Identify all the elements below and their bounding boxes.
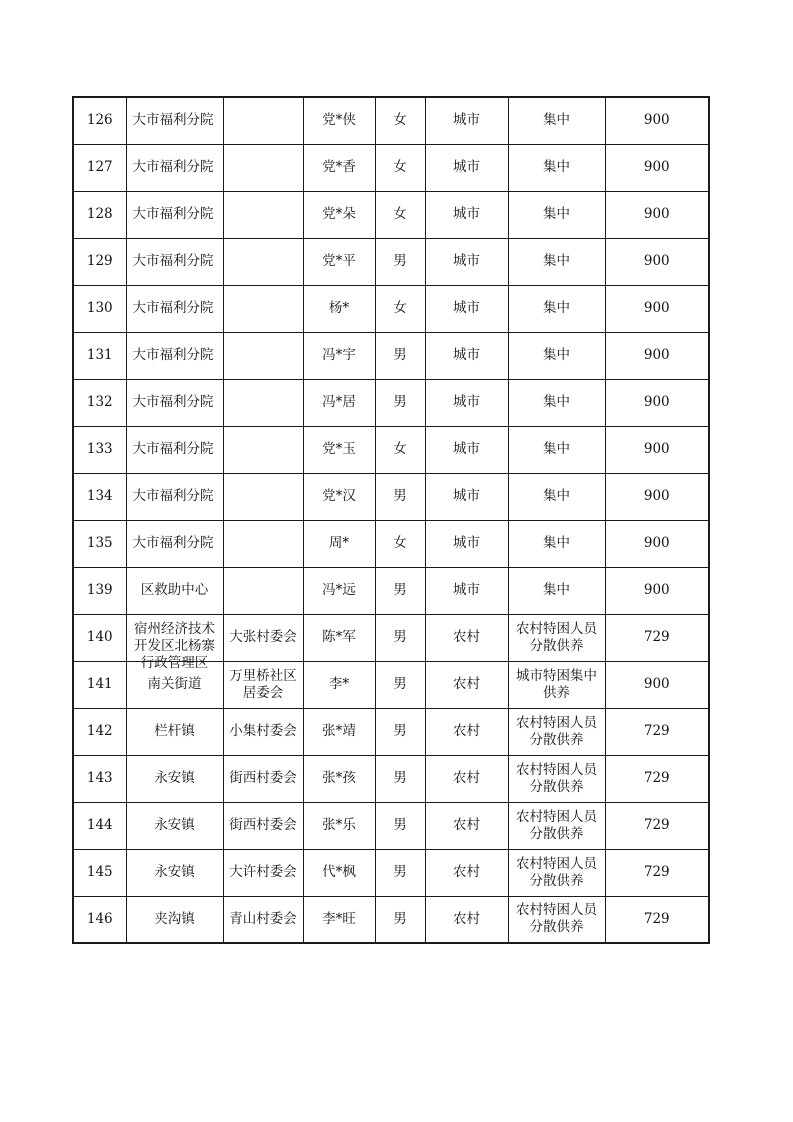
cell-amount [605,379,709,426]
cell-support-type-text: 农村特困人员分散供养 [516,620,597,654]
cell-serial-number [73,426,126,473]
cell-gender [375,755,425,802]
cell-serial-number [73,849,126,896]
cell-village [223,614,303,661]
cell-village [223,567,303,614]
cell-gender-text: 男 [393,629,407,645]
cell-support-type-text: 集中 [543,300,570,316]
cell-support-type [508,520,605,567]
table-row [73,802,709,849]
cell-gender-text: 男 [393,488,407,504]
table-row [73,379,709,426]
cell-recipient-name-text: 党*朵 [322,206,356,222]
cell-serial-number [73,755,126,802]
cell-area-type [425,896,508,943]
cell-village-text: 小集村委会 [229,723,297,739]
cell-amount-text: 729 [643,770,670,786]
cell-amount [605,708,709,755]
cell-amount [605,520,709,567]
cell-amount-text: 729 [643,629,670,645]
cell-unit [126,755,223,802]
cell-serial-number-text: 133 [86,441,113,457]
cell-serial-number-text: 131 [86,347,113,363]
cell-village [223,661,303,708]
cell-unit [126,802,223,849]
cell-amount [605,614,709,661]
cell-support-type-text: 农村特困人员分散供养 [516,902,597,936]
cell-recipient-name-text: 张*孩 [322,770,356,786]
cell-amount [605,849,709,896]
cell-recipient-name-text: 李*旺 [322,910,356,927]
cell-area-type [425,144,508,191]
table-row [73,97,709,144]
cell-recipient-name-text: 冯*远 [322,582,356,598]
table-row [73,755,709,802]
cell-gender-text: 女 [393,441,407,457]
cell-unit [126,379,223,426]
cell-area-type-text: 农村 [453,770,480,786]
cell-unit-text: 宿州经济技术开发区北杨寨行政管理区 [134,620,215,671]
cell-unit-text: 栏杆镇 [154,723,195,739]
cell-amount [605,97,709,144]
cell-gender [375,849,425,896]
cell-serial-number-text: 130 [86,300,113,316]
cell-area-type [425,97,508,144]
cell-serial-number [73,520,126,567]
cell-gender [375,520,425,567]
cell-unit [126,473,223,520]
cell-gender-text: 男 [393,582,407,598]
cell-gender [375,379,425,426]
cell-unit-text: 大市福利分院 [132,394,214,410]
cell-village-text: 大许村委会 [229,864,297,880]
cell-serial-number [73,332,126,379]
cell-gender-text: 男 [393,864,407,880]
cell-recipient-name [303,755,375,802]
cell-amount-text: 900 [643,253,670,269]
cell-unit [126,426,223,473]
cell-support-type-text: 集中 [543,159,570,175]
cell-amount [605,285,709,332]
cell-serial-number [73,614,126,661]
cell-village [223,755,303,802]
cell-serial-number-text: 142 [86,723,113,739]
cell-area-type-text: 城市 [453,253,480,269]
cell-area-type-text: 城市 [453,394,480,410]
cell-support-type [508,896,605,943]
cell-village [223,802,303,849]
cell-amount-text: 900 [643,206,670,222]
cell-area-type-text: 城市 [453,206,480,222]
cell-serial-number [73,238,126,285]
cell-serial-number-text: 128 [86,206,113,222]
cell-unit-text: 大市福利分院 [132,488,214,504]
cell-area-type-text: 农村 [453,676,480,692]
cell-recipient-name [303,144,375,191]
cell-serial-number-text: 140 [86,629,113,645]
cell-village [223,332,303,379]
cell-gender [375,426,425,473]
cell-recipient-name-text: 陈*军 [322,629,356,645]
cell-unit-text: 大市福利分院 [132,253,214,269]
cell-serial-number-text: 132 [86,394,113,410]
cell-village [223,520,303,567]
cell-amount [605,332,709,379]
cell-village [223,379,303,426]
cell-recipient-name-text: 张*靖 [322,723,356,739]
cell-serial-number-text: 139 [86,582,113,598]
cell-support-type-text: 集中 [543,582,570,598]
cell-amount [605,144,709,191]
cell-gender [375,567,425,614]
cell-unit [126,144,223,191]
cell-recipient-name-text: 李* [328,676,350,692]
table-row [73,332,709,379]
cell-gender [375,661,425,708]
cell-area-type-text: 农村 [453,817,480,833]
cell-support-type [508,191,605,238]
cell-amount [605,755,709,802]
cell-support-type [508,332,605,379]
cell-support-type-text: 农村特困人员分散供养 [516,761,597,795]
cell-support-type [508,614,605,661]
cell-area-type-text: 城市 [453,441,480,457]
cell-recipient-name-text: 党*香 [322,159,356,175]
cell-support-type-text: 城市特困集中供养 [516,667,597,701]
cell-support-type [508,567,605,614]
cell-recipient-name-text: 冯*宇 [322,347,356,363]
cell-village-text: 街西村委会 [229,770,297,786]
cell-serial-number [73,285,126,332]
relief-recipient-table [72,96,710,944]
cell-recipient-name-text: 张*乐 [322,817,356,833]
cell-support-type [508,97,605,144]
cell-serial-number-text: 146 [86,910,113,927]
cell-serial-number [73,802,126,849]
cell-recipient-name [303,520,375,567]
cell-unit-text: 大市福利分院 [132,112,214,129]
cell-amount-text: 900 [643,300,670,316]
table-row [73,191,709,238]
cell-unit [126,567,223,614]
cell-recipient-name [303,567,375,614]
cell-village [223,473,303,520]
cell-area-type [425,614,508,661]
table-row [73,849,709,896]
cell-recipient-name-text: 冯*居 [322,394,356,410]
cell-village [223,144,303,191]
cell-village [223,285,303,332]
cell-amount [605,191,709,238]
cell-unit [126,238,223,285]
cell-gender [375,144,425,191]
cell-gender [375,802,425,849]
cell-area-type [425,849,508,896]
cell-recipient-name-text: 党*玉 [322,441,356,457]
cell-village [223,426,303,473]
cell-village [223,849,303,896]
cell-serial-number-text: 129 [86,253,113,269]
cell-amount-text: 900 [643,535,670,551]
cell-gender [375,97,425,144]
cell-serial-number-text: 144 [86,817,113,833]
cell-area-type [425,520,508,567]
cell-area-type [425,661,508,708]
cell-amount-text: 900 [643,582,670,598]
cell-gender [375,285,425,332]
cell-gender [375,332,425,379]
cell-amount [605,473,709,520]
cell-recipient-name [303,285,375,332]
cell-gender [375,238,425,285]
cell-support-type-text: 集中 [543,394,570,410]
cell-amount-text: 900 [643,394,670,410]
cell-area-type-text: 城市 [453,159,480,175]
cell-recipient-name [303,896,375,943]
cell-amount [605,661,709,708]
cell-serial-number [73,191,126,238]
cell-serial-number-text: 127 [86,159,113,175]
cell-support-type-text: 农村特困人员分散供养 [516,855,597,889]
cell-gender-text: 女 [393,535,407,551]
cell-support-type-text: 集中 [543,488,570,504]
cell-unit-text: 南关街道 [147,676,202,692]
cell-gender-text: 男 [393,910,407,927]
table-row [73,520,709,567]
cell-area-type-text: 城市 [453,488,480,504]
cell-serial-number-text: 141 [86,676,113,692]
cell-area-type-text: 农村 [453,723,480,739]
cell-gender-text: 女 [393,206,407,222]
cell-support-type [508,426,605,473]
cell-gender [375,708,425,755]
cell-support-type [508,708,605,755]
cell-serial-number-text: 134 [86,488,113,504]
cell-area-type [425,332,508,379]
table-body [73,97,709,943]
cell-amount-text: 900 [643,112,670,129]
cell-unit-text: 夹沟镇 [154,910,195,927]
cell-gender-text: 女 [393,300,407,316]
cell-support-type [508,473,605,520]
cell-recipient-name [303,97,375,144]
cell-area-type [425,285,508,332]
cell-unit [126,332,223,379]
cell-gender-text: 男 [393,770,407,786]
cell-unit [126,849,223,896]
cell-unit [126,520,223,567]
cell-area-type-text: 城市 [453,112,480,129]
cell-support-type [508,238,605,285]
cell-amount [605,896,709,943]
cell-unit [126,285,223,332]
cell-recipient-name [303,473,375,520]
cell-unit-text: 大市福利分院 [132,300,214,316]
cell-unit-text: 大市福利分院 [132,535,214,551]
cell-support-type-text: 农村特困人员分散供养 [516,714,597,748]
cell-unit-text: 大市福利分院 [132,441,214,457]
cell-unit-text: 大市福利分院 [132,347,214,363]
cell-amount-text: 729 [643,817,670,833]
cell-support-type-text: 集中 [543,112,570,129]
cell-village [223,97,303,144]
cell-unit-text: 大市福利分院 [132,206,214,222]
cell-serial-number [73,661,126,708]
cell-area-type [425,708,508,755]
cell-unit-text: 区救助中心 [140,582,209,598]
cell-village [223,191,303,238]
table-row [73,473,709,520]
cell-gender-text: 男 [393,723,407,739]
cell-recipient-name [303,332,375,379]
cell-support-type-text: 集中 [543,441,570,457]
table-row [73,238,709,285]
cell-area-type-text: 城市 [453,535,480,551]
cell-area-type [425,567,508,614]
cell-gender-text: 男 [393,394,407,410]
cell-serial-number [73,144,126,191]
cell-amount [605,567,709,614]
cell-area-type [425,755,508,802]
cell-serial-number-text: 135 [86,535,113,551]
cell-serial-number [73,473,126,520]
cell-amount [605,426,709,473]
cell-gender [375,896,425,943]
cell-recipient-name [303,802,375,849]
cell-unit-text: 永安镇 [154,770,195,786]
cell-amount-text: 900 [643,488,670,504]
cell-recipient-name-text: 党*侠 [322,112,356,129]
cell-support-type-text: 农村特困人员分散供养 [516,808,597,842]
table-row [73,426,709,473]
cell-area-type-text: 农村 [453,629,480,645]
table-row [73,896,709,943]
cell-gender [375,473,425,520]
cell-gender-text: 女 [393,159,407,175]
cell-recipient-name [303,614,375,661]
cell-recipient-name [303,708,375,755]
cell-unit-text: 大市福利分院 [132,159,214,175]
cell-recipient-name [303,191,375,238]
cell-gender [375,191,425,238]
cell-support-type-text: 集中 [543,535,570,551]
cell-gender [375,614,425,661]
cell-recipient-name-text: 代*枫 [322,864,356,880]
cell-recipient-name [303,238,375,285]
cell-recipient-name [303,661,375,708]
cell-area-type [425,191,508,238]
cell-village [223,896,303,943]
cell-unit-text: 永安镇 [154,864,195,880]
cell-gender-text: 女 [393,112,407,129]
cell-amount [605,238,709,285]
cell-recipient-name-text: 杨* [328,300,350,316]
cell-serial-number-text: 145 [86,864,113,880]
cell-support-type [508,755,605,802]
cell-support-type-text: 集中 [543,253,570,269]
cell-serial-number [73,97,126,144]
cell-support-type-text: 集中 [543,347,570,363]
cell-area-type-text: 农村 [453,864,480,880]
cell-village-text: 街西村委会 [229,817,297,833]
cell-area-type [425,802,508,849]
cell-serial-number [73,896,126,943]
cell-recipient-name [303,379,375,426]
cell-amount-text: 900 [643,676,670,692]
cell-serial-number [73,379,126,426]
table-row [73,614,709,661]
cell-support-type [508,379,605,426]
cell-recipient-name-text: 党*汉 [322,488,356,504]
table-row [73,144,709,191]
cell-village-text: 青山村委会 [229,910,297,927]
table-row [73,285,709,332]
cell-area-type-text: 农村 [453,910,480,927]
cell-amount-text: 729 [643,864,670,880]
cell-unit [126,708,223,755]
cell-village-text: 大张村委会 [229,629,297,645]
cell-serial-number [73,567,126,614]
cell-gender-text: 男 [393,817,407,833]
cell-amount-text: 900 [643,347,670,363]
cell-unit-text: 永安镇 [154,817,195,833]
cell-serial-number [73,708,126,755]
cell-unit [126,191,223,238]
cell-area-type [425,473,508,520]
table-row [73,567,709,614]
cell-amount-text: 900 [643,441,670,457]
cell-area-type [425,379,508,426]
cell-recipient-name-text: 党*平 [322,253,356,269]
cell-recipient-name [303,426,375,473]
cell-serial-number-text: 143 [86,770,113,786]
cell-support-type [508,849,605,896]
cell-support-type-text: 集中 [543,206,570,222]
cell-amount-text: 729 [643,910,670,927]
cell-area-type-text: 城市 [453,300,480,316]
cell-serial-number-text: 126 [86,112,113,129]
cell-village [223,238,303,285]
cell-area-type-text: 城市 [453,347,480,363]
cell-area-type [425,238,508,285]
cell-amount [605,802,709,849]
cell-village [223,708,303,755]
cell-support-type [508,285,605,332]
cell-amount-text: 900 [643,159,670,175]
cell-recipient-name [303,849,375,896]
cell-village-text: 万里桥社区居委会 [229,667,297,701]
cell-unit [126,97,223,144]
cell-support-type [508,661,605,708]
cell-amount-text: 729 [643,723,670,739]
cell-area-type-text: 城市 [453,582,480,598]
cell-gender-text: 男 [393,347,407,363]
cell-gender-text: 男 [393,253,407,269]
cell-area-type [425,426,508,473]
cell-recipient-name-text: 周* [328,535,350,551]
cell-unit [126,896,223,943]
cell-unit [126,614,223,671]
table-row [73,708,709,755]
cell-support-type [508,144,605,191]
cell-support-type [508,802,605,849]
cell-gender-text: 男 [393,676,407,692]
